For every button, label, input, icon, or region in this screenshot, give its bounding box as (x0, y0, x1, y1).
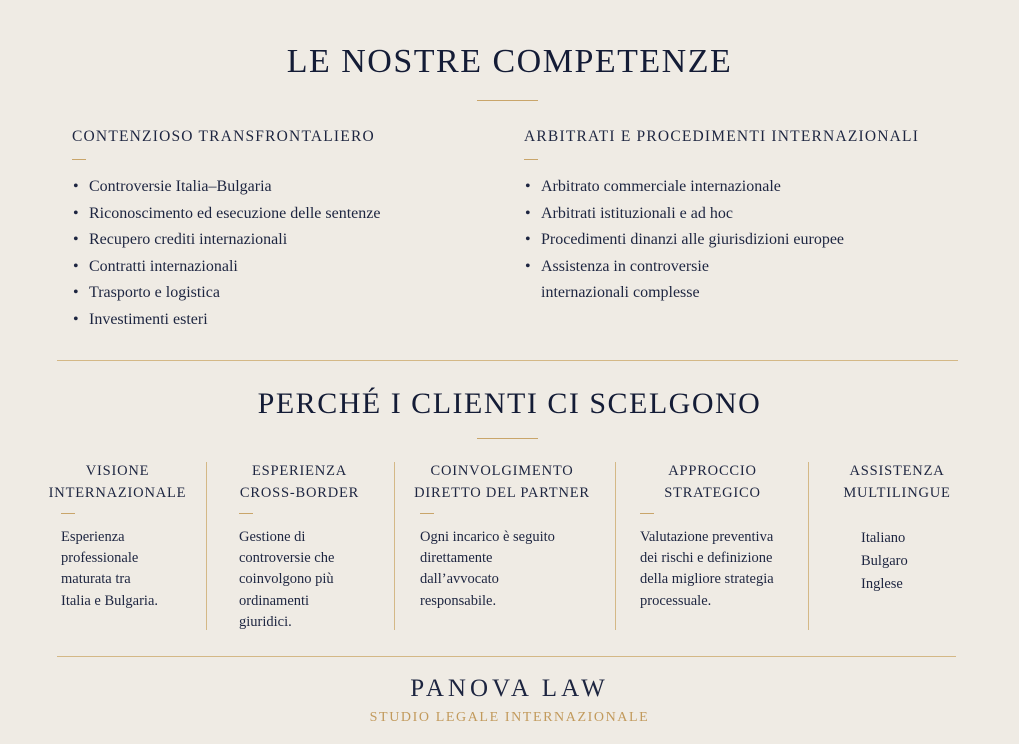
list-item: • Investimenti esteri (73, 310, 208, 328)
feature-dash (239, 513, 253, 514)
feature-text-approccio: Valutazione preventiva dei rischi e definizione della migliore strategia processuale. (640, 529, 774, 609)
list-item: • Riconoscimento ed esecuzione delle sentenze (73, 204, 381, 222)
list-item: • Arbitrati istituzionali e ad hoc (525, 204, 733, 222)
brand-subtitle: STUDIO LEGALE INTERNAZIONALE (369, 710, 650, 725)
brand-name: PANOVA LAW (410, 675, 609, 702)
feature-title-coinvolgimento: COINVOLGIMENTO DIRETTO DEL PARTNER (414, 463, 590, 501)
list-item: • Controversie Italia–Bulgaria (73, 178, 272, 195)
column-separator (206, 462, 207, 630)
feature-title-approccio: APPROCCIO STRATEGICO (664, 463, 761, 501)
language-item: Italiano (861, 530, 906, 546)
feature-text-coinvolgimento: Ogni incarico è seguito direttamente dall’avvocato responsabile. (420, 529, 555, 609)
list-item: • Procedimenti dinanzi alle giurisdizioni europee (525, 231, 845, 248)
list-item: • Assistenza in controversie internazionali complesse (525, 257, 709, 301)
feature-text-esperienza: Gestione di controversie che coinvolgono più ordinamenti giuridici. (239, 529, 335, 630)
column-title-dash (524, 159, 538, 160)
list-item: • Recupero crediti internazionali (73, 231, 288, 248)
feature-title-esperienza: ESPERIENZA CROSS-BORDER (239, 463, 360, 501)
column-title-contenzioso: CONTENZIOSO TRANSFRONTALIERO (72, 128, 375, 145)
footer-divider (57, 656, 956, 657)
contenzioso-list (72, 174, 492, 333)
list-item: • Trasporto e logistica (73, 284, 220, 301)
column-separator (615, 462, 616, 630)
language-list (861, 527, 961, 596)
perche-heading: PERCHÉ I CLIENTI CI SCELGONO (257, 387, 762, 420)
column-separator (808, 462, 809, 630)
arbitrati-list (524, 174, 944, 307)
feature-dash (61, 513, 75, 514)
column-separator (394, 462, 395, 630)
list-item: • Arbitrato commerciale internazionale (525, 178, 781, 195)
feature-title-visione: VISIONE INTERNAZIONALE (48, 463, 187, 501)
competenze-heading: LE NOSTRE COMPETENZE (286, 43, 733, 80)
feature-title-assistenza: ASSISTENZA MULTILINGUE (843, 463, 951, 501)
column-title-arbitrati: ARBITRATI E PROCEDIMENTI INTERNAZIONALI (524, 128, 920, 145)
feature-dash (420, 513, 434, 514)
feature-dash (640, 513, 654, 514)
language-item: Inglese (861, 576, 903, 592)
column-title-dash (72, 159, 86, 160)
heading-underline (477, 100, 538, 101)
language-item: Bulgaro (861, 553, 908, 569)
list-item: • Contratti internazionali (73, 257, 238, 275)
section-divider (57, 360, 958, 361)
heading-underline (477, 438, 538, 439)
feature-text-visione: Esperienza professionale maturata tra Italia e Bulgaria. (61, 529, 159, 609)
